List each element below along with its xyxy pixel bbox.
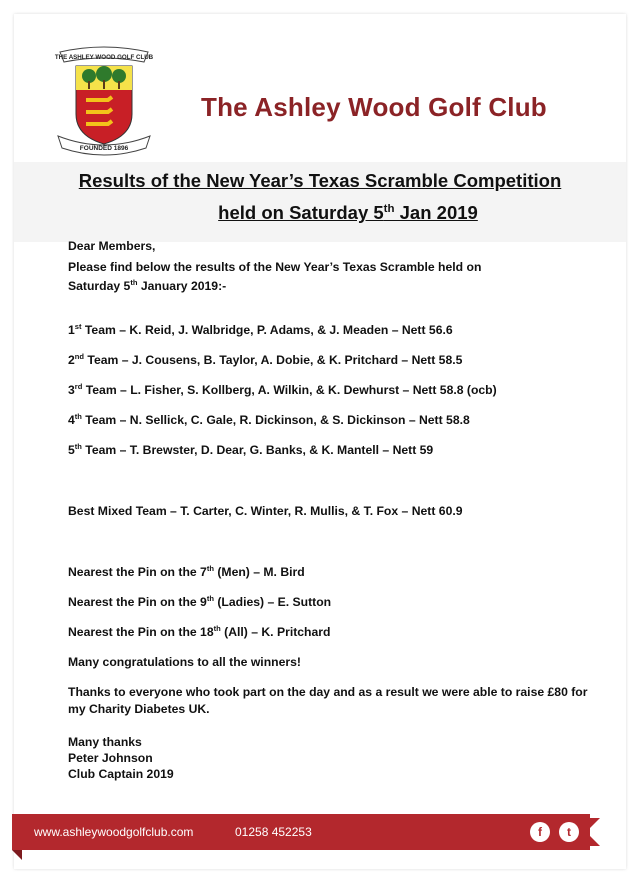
pin-hole-suffix: th	[213, 623, 221, 633]
nearest-pin-result	[68, 624, 330, 641]
team-result	[68, 382, 497, 399]
team-details: Team – K. Reid, J. Walbridge, P. Adams, & J. Meaden – Nett 56.6	[81, 323, 453, 337]
best-mixed-team: Best Mixed Team – T. Carter, C. Winter, R. Mullis, & T. Fox – Nett 60.9	[68, 504, 463, 518]
team-details: Team – N. Sellick, C. Gale, R. Dickinson, & S. Dickinson – Nett 58.8	[81, 413, 470, 427]
document-title-line2	[42, 202, 640, 224]
pin-hole-suffix: th	[206, 563, 214, 573]
team-details: Team – T. Brewster, D. Dear, G. Banks, & K. Mantell – Nett 59	[81, 443, 434, 457]
nearest-pin-result	[68, 594, 331, 611]
intro-line1: Please find below the results of the New Year’s Texas Scramble held on	[68, 260, 482, 274]
team-result	[68, 412, 470, 429]
title-date-year: Jan 2019	[394, 202, 478, 223]
pin-winner: (All) – K. Pritchard	[220, 625, 331, 639]
pin-hole: Nearest the Pin on the 7	[68, 565, 207, 579]
team-rank-suffix: th	[74, 441, 82, 451]
twitter-icon[interactable]: t	[559, 822, 579, 842]
signatory-title: Club Captain 2019	[68, 767, 174, 781]
title-date-suffix: th	[383, 202, 395, 215]
greeting: Dear Members,	[68, 239, 156, 253]
team-result	[68, 442, 433, 459]
intro-date: Saturday 5	[68, 279, 131, 293]
document-title-line1: Results of the New Year’s Texas Scramble Competition	[78, 170, 562, 191]
signoff: Many thanks	[68, 735, 142, 749]
team-rank: 4	[68, 413, 75, 427]
facebook-icon[interactable]: f	[530, 822, 550, 842]
team-rank-suffix: rd	[74, 381, 83, 391]
congratulations: Many congratulations to all the winners!	[68, 655, 301, 669]
phone-number: 01258 452253	[235, 825, 312, 839]
title-date-text: held on Saturday 5	[218, 202, 384, 223]
intro-line2	[68, 278, 226, 295]
document-page	[14, 14, 626, 869]
pin-winner: (Men) – M. Bird	[213, 565, 305, 579]
footer-ribbon-tail	[586, 818, 600, 846]
team-rank: 1	[68, 323, 75, 337]
team-rank: 3	[68, 383, 75, 397]
pin-hole-suffix: th	[206, 593, 214, 603]
thanks-paragraph: Thanks to everyone who took part on the day and as a result we were able to raise £80 for my Charity Diabetes UK.	[68, 685, 588, 716]
website-link[interactable]: www.ashleywoodgolfclub.com	[34, 825, 194, 839]
pin-hole: Nearest the Pin on the 9	[68, 595, 207, 609]
signatory-name: Peter Johnson	[68, 751, 153, 765]
intro-date-rest: January 2019:-	[137, 279, 227, 293]
team-details: Team – L. Fisher, S. Kollberg, A. Wilkin, & K. Dewhurst – Nett 58.8 (ocb)	[82, 383, 497, 397]
intro-date-suffix: th	[130, 277, 138, 287]
team-result	[68, 352, 462, 369]
letterhead	[14, 14, 626, 154]
team-rank: 5	[68, 443, 75, 457]
team-rank-suffix: nd	[74, 351, 85, 361]
footer-ribbon-fold	[12, 850, 22, 860]
club-name: The Ashley Wood Golf Club	[201, 92, 547, 122]
team-rank: 2	[68, 353, 75, 367]
club-crest-icon	[54, 44, 154, 156]
pin-hole: Nearest the Pin on the 18	[68, 625, 214, 639]
nearest-pin-result	[68, 564, 305, 581]
crest-bottom-text: FOUNDED 1896	[79, 145, 129, 152]
crest-top-text: THE ASHLEY WOOD GOLF CLUB	[54, 54, 154, 61]
team-result	[68, 322, 453, 339]
team-rank-suffix: th	[74, 411, 82, 421]
pin-winner: (Ladies) – E. Sutton	[213, 595, 332, 609]
team-rank-suffix: st	[74, 321, 82, 331]
team-details: Team – J. Cousens, B. Taylor, A. Dobie, & K. Pritchard – Nett 58.5	[84, 353, 463, 367]
